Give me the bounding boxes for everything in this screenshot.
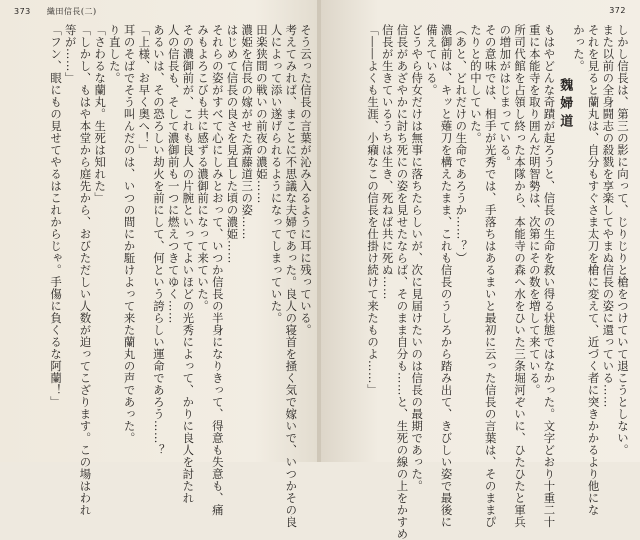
right-page-header: [609, 6, 626, 15]
left-page-body: [21, 24, 313, 528]
text-line: 備えている。: [424, 24, 439, 96]
text-line: また以前の全身闘志の殺戮を享楽してやまぬ信長の姿に還っている……: [601, 24, 616, 408]
right-page-number: 372: [609, 6, 626, 15]
text-line: そう云った信長の言葉が沁み入るように耳に残っている。: [299, 24, 313, 336]
text-line: 濃御前は、キッと薙刀を構えたまま、これも信長のうしろから踏み出て、きびしい姿で最後に: [439, 24, 454, 528]
text-line: みもよろこびも共に感ずる濃御前になって来ていた。: [196, 24, 211, 312]
text-line: 信長があざやかに討ち死にの姿を見せたならば、そのまま自分も……と、生死の線の上をかすめ: [395, 24, 410, 540]
text-line: （あと、どれだけの生命であろうか……？）: [454, 24, 469, 264]
right-page: [321, 0, 640, 540]
text-line: 田楽狭間の戦いの前夜の濃姫……: [254, 24, 269, 204]
text-line: 「――よくも生涯、小癪なこの信長を仕掛け続けて来たものよ……」: [366, 24, 381, 396]
text-line: それを見ると蘭丸は、自分もすぐさま太刀を槍に変えて、近づく者に突きかかるより他にな: [586, 24, 601, 516]
text-line: 「上様、お早く奥へ！」: [137, 24, 152, 156]
text-line: 信長が生きているうちは生き、死ねば共に死ぬ……: [380, 24, 395, 300]
text-line: それらの姿がすべて心にしみとおって、いつか信長の半身になりきって、得意も失意も、痛: [210, 24, 225, 516]
text-line: 人の信長も、そして濃御前も一つに燃えつきてゆく……: [166, 24, 181, 324]
text-line: たりと的中していた。: [468, 24, 483, 144]
text-line: あるいは、その恐ろしい劫火を前にして、何という誇らしい運命であろう……？: [151, 24, 166, 456]
text-line: 等が……」: [63, 24, 78, 84]
running-title: 織田信長(二): [46, 7, 97, 16]
text-line: その濃御前が、これも良人の片腕といってよいほどの光秀によって、かりに良人を討たれ: [181, 24, 196, 504]
text-line: どうやら侍女だけは無事に落ちたらしいが、次に見届けたいのは信長の最期であった。: [410, 24, 425, 492]
text-line: 考えてみれば、まことに不思議な夫婦であった。良人の寝首を掻く気で嫁いで、いつかその良: [284, 24, 299, 528]
text-line: 人によって添い遂げられるようになってしまっていた。: [269, 24, 284, 324]
text-line: 濃姫を信長の嫁がせた斎藤道三の姿……: [240, 24, 255, 240]
left-page: [0, 0, 319, 528]
text-line: 所司代館を占領し終った本隊から、本能寺の森へ水をひいた三条堀河ぞいに、ひたひたと軍兵: [513, 24, 528, 528]
text-line: かった。: [571, 24, 586, 72]
left-page-header: [14, 6, 97, 17]
left-page-number: 373: [14, 7, 31, 16]
text-line: もはやどんな奇蹟が起ろうと、信長の生命を救い得る状態ではなかった。文字どおり十重二十: [542, 24, 557, 528]
text-line: 「しかし、もはや本堂から庭先から、おびただしい人数が迫ってこざります。この場はわれ: [78, 24, 93, 516]
chapter-title: 魏婦道: [557, 78, 573, 132]
text-line: はじめて信長の良さを見直した頃の濃姫……: [225, 24, 240, 264]
text-line: の増加がはじまっている。: [498, 24, 513, 168]
text-line: しかし信長は、第三の影に向って、じりじりと槍をつけていて退こうとしない。: [616, 24, 630, 456]
right-page-body: [334, 24, 630, 540]
text-line: り直した。: [107, 24, 122, 84]
text-line: その意味では、相手が光秀では、手落ちはあるまいと最初に云った信長の言葉は、そのままぴ: [483, 24, 498, 528]
text-line: 「フン、眼にもの見せてやるはこれからじゃ。手傷に負くるな阿蘭！」: [49, 24, 64, 408]
text-line: 耳のそばでそう叫んだのは、いつの間にか駈けよって来た蘭丸の声であった。: [122, 24, 137, 444]
text-line: 「さわるな蘭丸。生死は知れた」: [93, 24, 108, 204]
text-line: 重に本能寺を取り囲んだ明智勢は、次第にその数を増して来ている。: [527, 24, 542, 396]
